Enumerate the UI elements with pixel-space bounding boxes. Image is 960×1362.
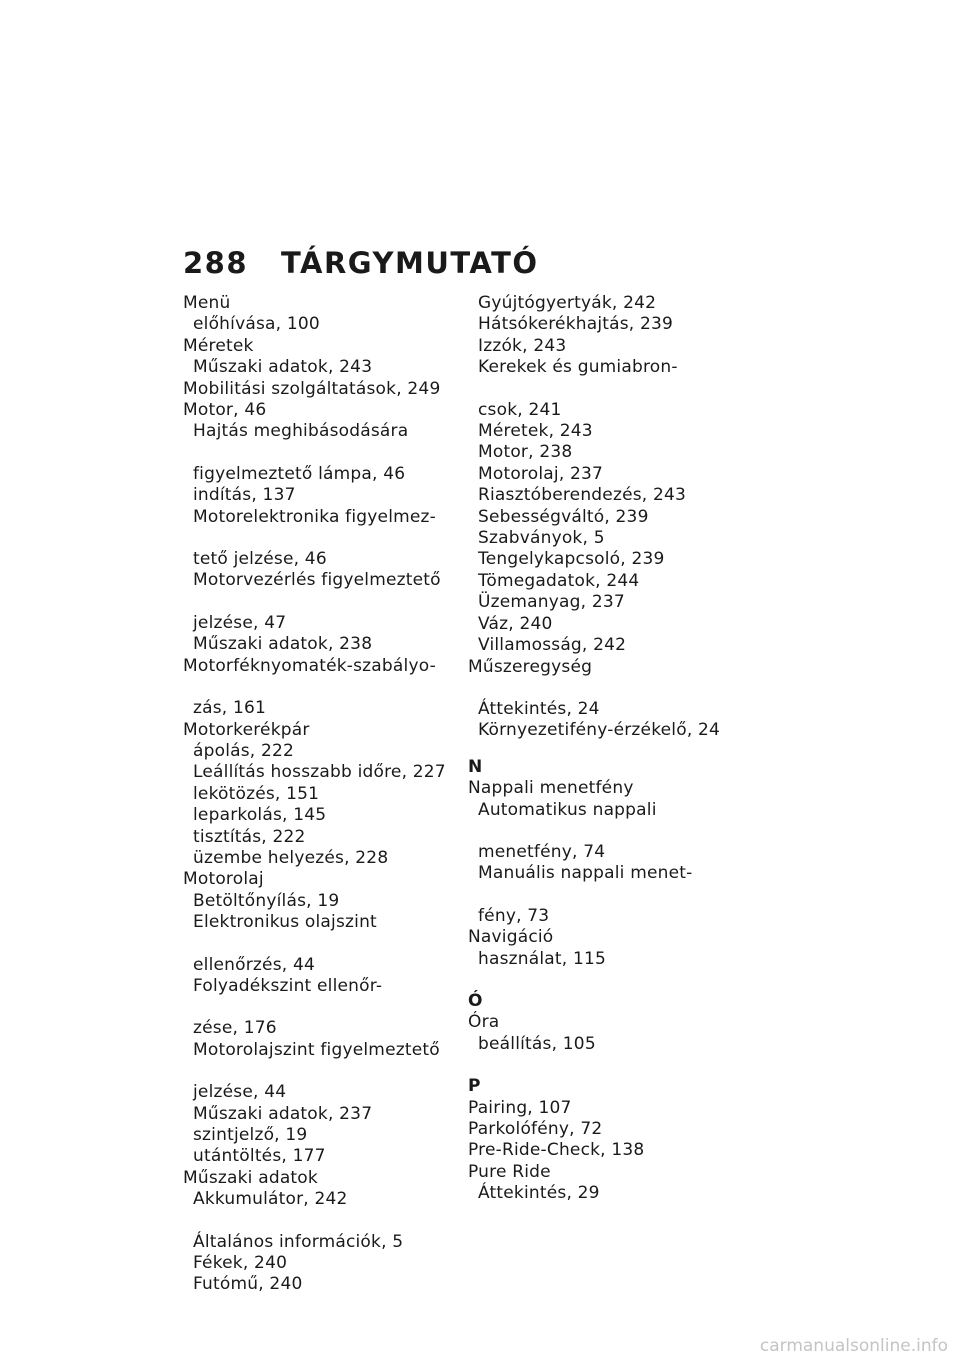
index-letter-heading: N: [468, 756, 483, 777]
watermark: carmanualsonline.info: [759, 1336, 948, 1356]
index-subentry: Elektronikus olajszint: [193, 912, 377, 933]
page-header: [183, 246, 539, 280]
index-subentry: lekötözés, 151: [193, 783, 320, 804]
index-column-right: [468, 293, 748, 1205]
index-entry: Motorféknyomaték-szabályo-: [183, 655, 436, 676]
index-entry: Motor, 46: [183, 400, 267, 421]
index-entry: Pre-Ride-Check, 138: [468, 1140, 645, 1161]
index-subentry: Műszaki adatok, 243: [193, 357, 373, 378]
index-subentry: Izzók, 243: [478, 335, 567, 356]
index-subentry: fény, 73: [478, 905, 550, 926]
index-entry: Műszeregység: [468, 656, 593, 677]
index-entry: Motorkerékpár: [183, 719, 310, 740]
index-subentry: Leállítás hosszabb időre, 227: [193, 762, 446, 783]
index-subentry: Áttekintés, 24: [478, 698, 600, 719]
index-subentry: Műszaki adatok, 237: [193, 1103, 373, 1124]
index-subentry: jelzése, 47: [193, 612, 287, 633]
index-subentry: beállítás, 105: [478, 1033, 596, 1054]
index-subentry: zése, 176: [193, 1018, 277, 1039]
index-subentry: Kerekek és gumiabron-: [478, 357, 678, 378]
index-subentry: Hátsókerékhajtás, 239: [478, 314, 674, 335]
index-entry: Mobilitási szolgáltatások, 249: [183, 378, 441, 399]
index-subentry: Futómű, 240: [193, 1274, 303, 1295]
index-subentry: szintjelző, 19: [193, 1125, 308, 1145]
index-subentry: Tengelykapcsoló, 239: [478, 549, 665, 570]
index-entry: Pairing, 107: [468, 1097, 572, 1118]
index-subentry: leparkolás, 145: [193, 805, 327, 826]
index-entry: Műszaki adatok: [183, 1167, 318, 1188]
index-subentry: Motorvezérlés figyelmeztető: [193, 570, 441, 591]
index-subentry: jelzése, 44: [193, 1082, 287, 1103]
index-entry: Óra: [468, 1012, 500, 1033]
index-subentry: Tömegadatok, 244: [478, 570, 640, 591]
index-subentry: Áttekintés, 29: [478, 1183, 600, 1204]
index-subentry: üzembe helyezés, 228: [193, 847, 389, 868]
index-subentry: Gyújtógyertyák, 242: [478, 293, 657, 313]
index-subentry: Betöltőnyílás, 19: [193, 890, 340, 911]
index-subentry: Méretek, 243: [478, 421, 593, 442]
index-subentry: utántöltés, 177: [193, 1146, 326, 1167]
index-subentry: Motor, 238: [478, 442, 573, 463]
index-subentry: zás, 161: [193, 698, 267, 719]
index-subentry: Környezetifény-érzékelő, 24: [478, 720, 721, 741]
index-subentry: Motorelektronika figyelmez-: [193, 506, 437, 527]
index-entry: Menü: [183, 293, 231, 313]
index-subentry: Motorolajszint figyelmeztető: [193, 1039, 440, 1060]
page-number: 288: [183, 246, 249, 280]
index-subentry: Hajtás meghibásodására: [193, 421, 409, 442]
index-subentry: tető jelzése, 46: [193, 549, 327, 570]
index-subentry: Folyadékszint ellenőr-: [193, 975, 383, 996]
index-subentry: Akkumulátor, 242: [193, 1189, 348, 1210]
index-subentry: menetfény, 74: [478, 841, 606, 862]
index-subentry: Szabványok, 5: [478, 528, 605, 549]
index-subentry: Manuális nappali menet-: [478, 863, 693, 884]
index-subentry: tisztítás, 222: [193, 826, 306, 847]
index-subentry: ellenőrzés, 44: [193, 954, 316, 975]
index-column-left: [183, 293, 453, 1296]
index-subentry: Sebességváltó, 239: [478, 506, 649, 527]
index-letter-heading: Ó: [468, 990, 483, 1011]
index-entry: Navigáció: [468, 927, 554, 948]
index-subentry: Váz, 240: [478, 613, 553, 634]
index-subentry: előhívása, 100: [193, 314, 320, 335]
index-subentry: Automatikus nappali: [478, 799, 657, 820]
index-entry: Parkolófény, 72: [468, 1119, 603, 1139]
index-subentry: Villamosság, 242: [478, 635, 627, 656]
index-subentry: Műszaki adatok, 238: [193, 634, 373, 655]
index-entry: Pure Ride: [468, 1161, 551, 1182]
index-letter-heading: P: [468, 1076, 481, 1097]
index-subentry: ápolás, 222: [193, 740, 295, 761]
index-subentry: Motorolaj, 237: [478, 463, 604, 484]
index-subentry: Üzemanyag, 237: [478, 592, 625, 613]
index-subentry: Riasztóberendezés, 243: [478, 485, 687, 506]
index-subentry: Fékek, 240: [193, 1253, 288, 1274]
index-subentry: indítás, 137: [193, 485, 296, 506]
index-entry: Méretek: [183, 335, 254, 356]
index-subentry: használat, 115: [478, 948, 607, 969]
index-subentry: Általános információk, 5: [193, 1231, 404, 1252]
index-subentry: csok, 241: [478, 399, 562, 420]
index-entry: Nappali menetfény: [468, 778, 634, 799]
index-subentry: figyelmeztető lámpa, 46: [193, 463, 406, 484]
page-title: TÁRGYMUTATÓ: [281, 246, 539, 280]
index-entry: Motorolaj: [183, 869, 264, 890]
